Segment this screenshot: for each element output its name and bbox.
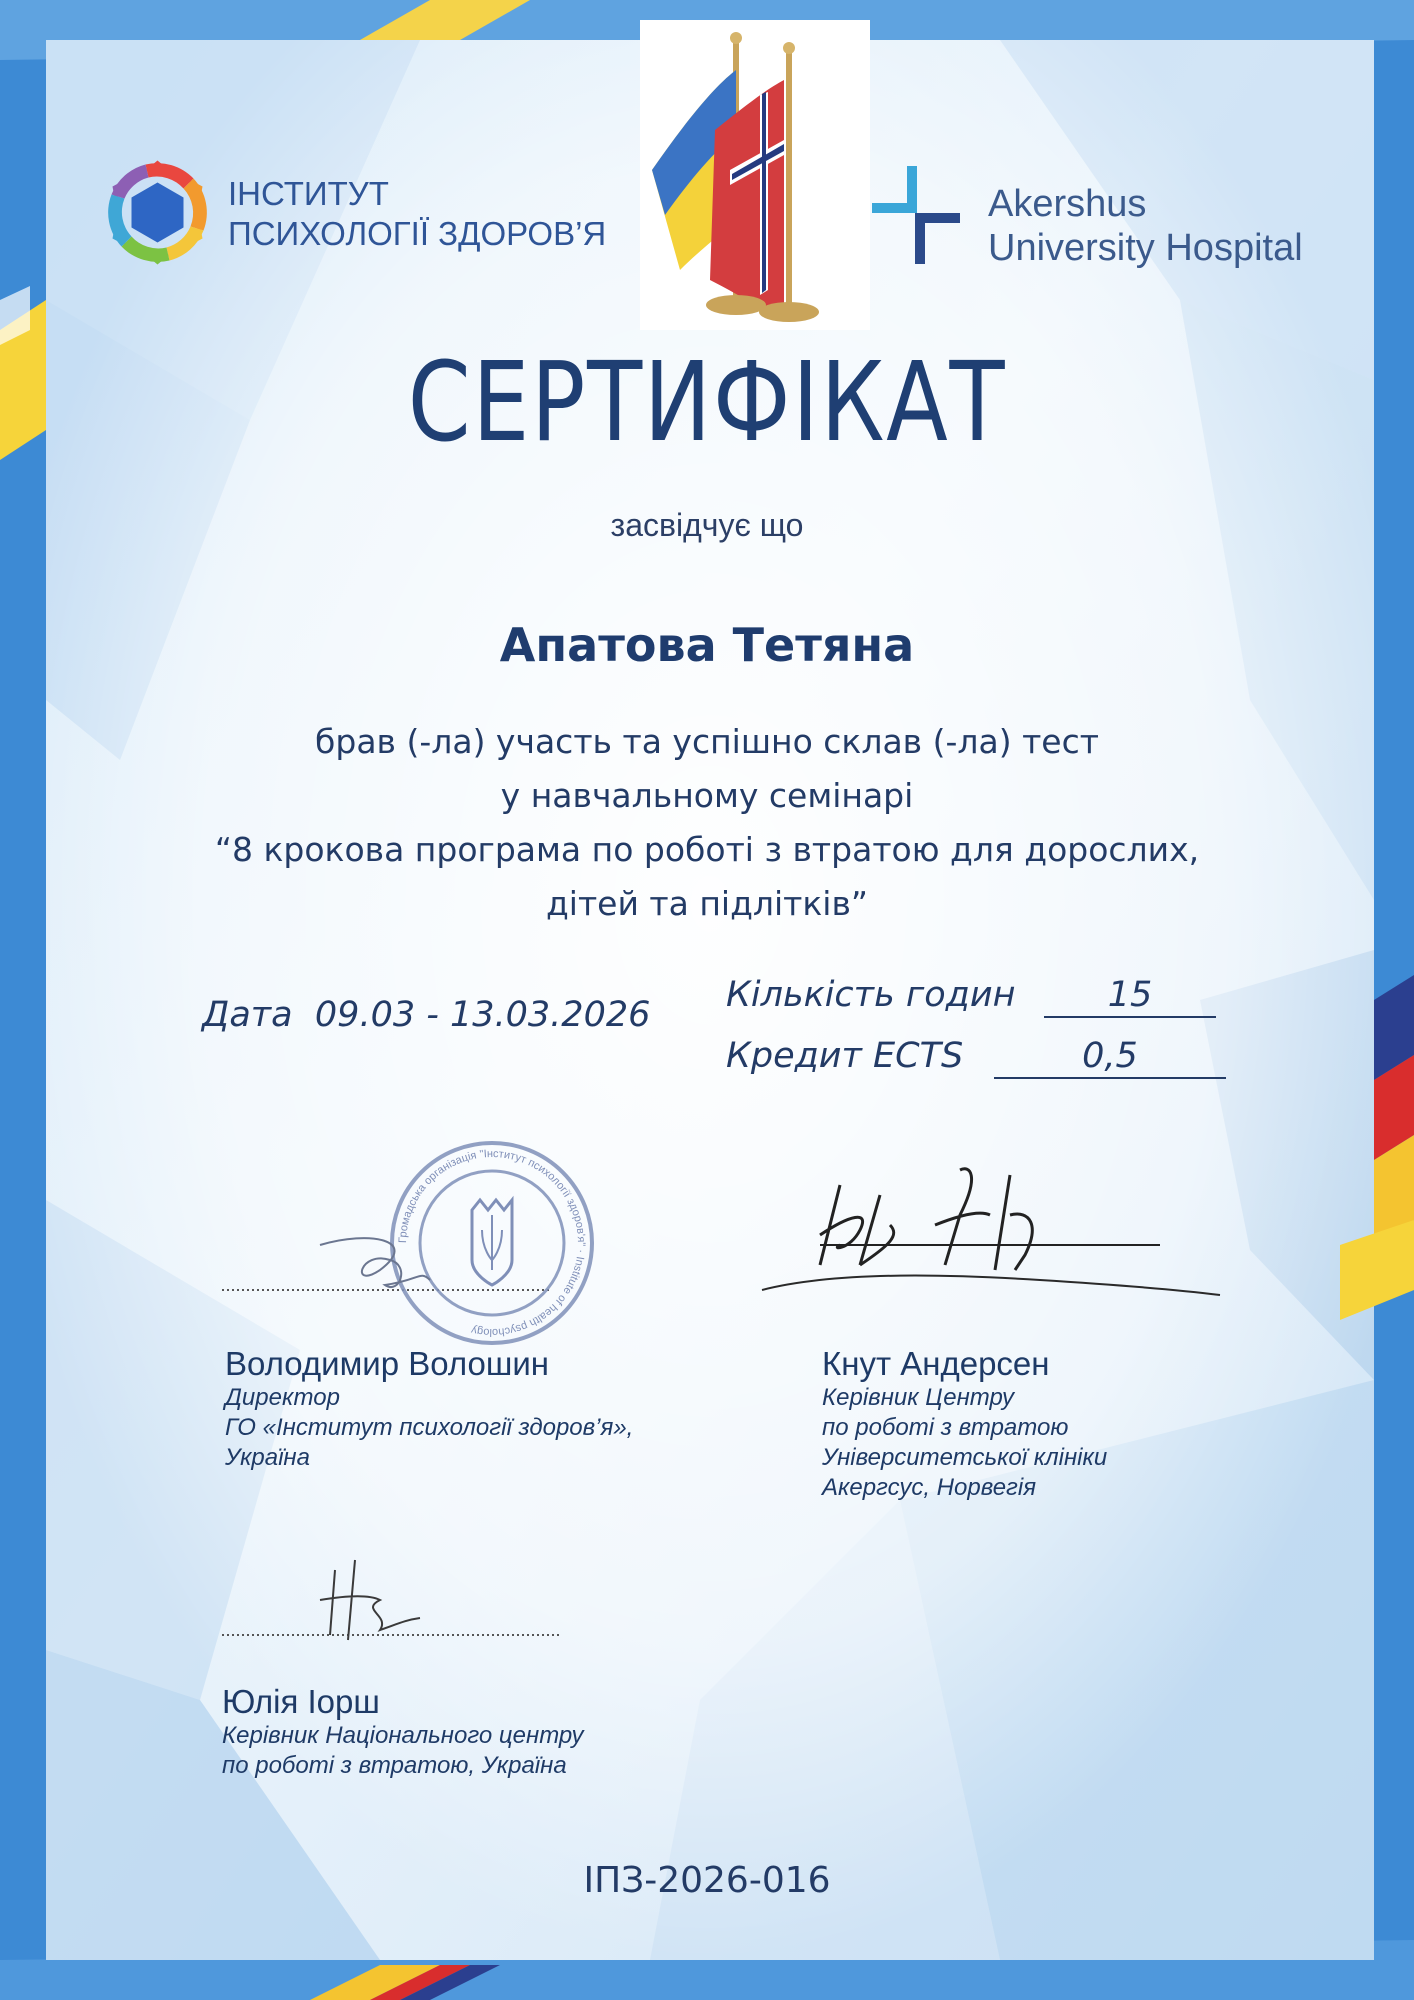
date-label: Дата <box>202 995 293 1035</box>
signatory-2-name: Кнут Андерсен <box>822 1345 1050 1382</box>
signatory-3-name: Юлія Іорш <box>222 1683 380 1720</box>
credit-value: 0,5 <box>994 1036 1226 1079</box>
signatory-2-role-line3: Університетської клініки <box>822 1444 1108 1471</box>
partner-logo-text <box>988 182 1303 270</box>
certificate-title: СЕРТИФІКАТ <box>407 338 1007 466</box>
body-line3: “8 крокова програма по роботі з втратою для дорослих, <box>214 830 1200 869</box>
signatory-1-name: Володимир Волошин <box>225 1345 549 1382</box>
seal-text: Громадська організація "Інститут психології здоров'я" · Institute of health psychology <box>396 1147 588 1339</box>
credit-label: Кредит ECTS <box>726 1036 964 1076</box>
signatory-3-role-line1: Керівник Національного центру <box>222 1722 584 1749</box>
hours-value: 15 <box>1044 975 1216 1018</box>
signatory-3 <box>222 1683 583 1781</box>
signatory-3-role-line2: по роботі з втратою, Україна <box>222 1752 567 1779</box>
hours-label: Кількість годин <box>726 975 1016 1015</box>
signatory-1-role-line3: Україна <box>225 1444 310 1471</box>
signatory-1-role-line1: Директор <box>225 1384 340 1411</box>
signatory-2-role-line2: по роботі з втратою <box>822 1414 1069 1441</box>
body-line1: брав (-ла) участь та успішно склав (-ла) тест <box>315 722 1099 761</box>
certificate-number: ІПЗ-2026-016 <box>583 1860 831 1901</box>
signatory-2 <box>822 1345 1107 1503</box>
institute-logo-line1: ІНСТИТУТ <box>228 175 389 212</box>
hexagon-gear-logo-icon <box>100 155 215 270</box>
organization-seal-icon <box>392 1143 592 1343</box>
signature-block-1-graphics <box>220 1130 620 1350</box>
institute-logo-text <box>228 174 606 254</box>
body-line4: дітей та підлітків” <box>545 884 869 923</box>
credit-line <box>726 1036 1138 1076</box>
certificate-subtitle: засвідчує що <box>610 507 804 543</box>
body-line2: у навчальному семінарі <box>500 776 914 815</box>
signatory-1 <box>225 1345 633 1473</box>
signatory-1-role-line2: ГО «Інститут психології здоров’я», <box>225 1414 634 1441</box>
date-line <box>202 995 650 1035</box>
signature-block-2-graphics <box>760 1155 1240 1305</box>
akershus-cross-logo-icon <box>872 160 962 270</box>
institute-logo-line2: ПСИХОЛОГІЇ ЗДОРОВ’Я <box>228 215 607 252</box>
certificate-body <box>100 715 1314 931</box>
signatory-2-role-line1: Керівник Центру <box>822 1384 1015 1411</box>
signature-block-3-graphics <box>220 1540 580 1670</box>
date-value: 09.03 - 13.03.2026 <box>314 995 651 1035</box>
hours-line <box>726 975 1153 1015</box>
partner-logo-line1: Akershus <box>988 183 1147 225</box>
ukraine-norway-flags-icon <box>640 20 870 330</box>
partner-logo-line2: University Hospital <box>988 227 1303 269</box>
recipient-name: Апатова Тетяна <box>499 618 915 672</box>
signatory-2-role-line4: Акергсус, Норвегія <box>822 1474 1037 1501</box>
